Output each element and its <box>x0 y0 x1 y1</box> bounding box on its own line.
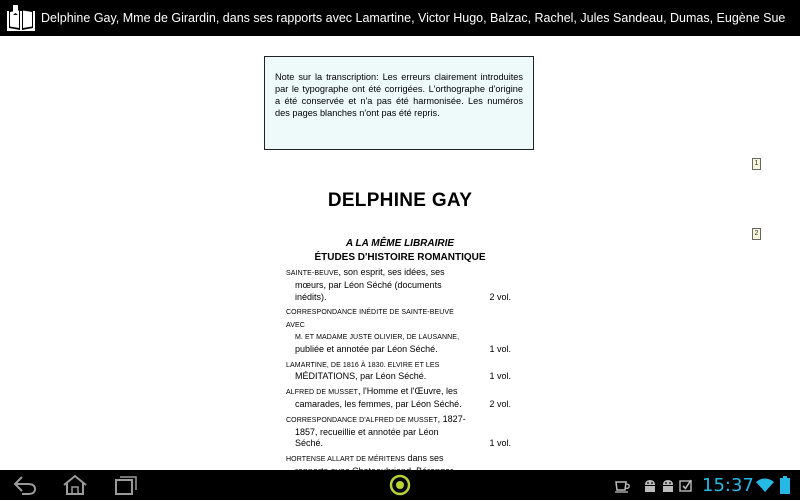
transcription-note <box>264 56 534 150</box>
list-item: CORRESPONDANCE INÉDITE DE SAINTE-BEUVE AVEC M. ET MADAME JUSTE OLIVIER, DE LAUSANNE, publiée et annotée par Léon Séché. 1 vol. <box>286 309 511 354</box>
window-title: Delphine Gay, Mme de Girardin, dans ses rapports avec Lamartine, Victor Hugo, Balzac, Rachel, Jules Sandeau, Dumas, Eugène Sue <box>41 11 786 25</box>
list-item: SAINTE-BEUVE, son esprit, ses idées, ses mœurs, par Léon Séché (documents inédits). 2 vol. <box>286 267 511 302</box>
transcription-note-text: Note sur la transcription: Les erreurs clairement introduites par le typographe ont été corrigées. L'orthographe d'origine a été conservée et n'a pas été harmonisée. Les numéros des pages blanches n'ont pas été repris. <box>275 72 523 118</box>
battery-icon <box>779 476 791 499</box>
book-page[interactable] <box>0 36 800 470</box>
book-list <box>286 267 511 493</box>
volume-count: 1 vol. <box>489 371 511 382</box>
back-icon[interactable] <box>12 474 38 501</box>
volume-count: 1 vol. <box>489 343 511 354</box>
list-item: CORRESPONDANCE D'ALFRED DE MUSSET, 1827- 1857, recueillie et annotée par Léon Séché. 1 vol. <box>286 413 511 449</box>
list-item: ALFRED DE MUSSET, l'Homme et l'Œuvre, les camarades, les femmes, par Léon Séché. 2 vol. <box>286 386 511 409</box>
list-item: LAMARTINE, DE 1816 À 1830. ELVIRE ET LES MÉDITATIONS, par Léon Séché. 1 vol. <box>286 361 511 382</box>
volume-count: 2 vol. <box>489 291 511 302</box>
series-heading: ÉTUDES D'HISTOIRE ROMANTIQUE <box>314 252 486 263</box>
volume-count: 1 vol. <box>489 438 511 449</box>
wifi-icon <box>756 477 774 498</box>
status-clock: 15:37 <box>702 475 754 496</box>
list-item: HORTENSE ALLART DE MÉRITENS dans ses <box>286 453 444 464</box>
sync-icon[interactable] <box>679 478 693 497</box>
book-icon[interactable] <box>6 5 36 31</box>
system-nav-bar <box>0 470 800 500</box>
page-number-marker[interactable]: 1 <box>752 158 761 170</box>
book-title-heading: DELPHINE GAY <box>327 190 473 211</box>
title-bar <box>0 0 800 36</box>
page-number-marker[interactable]: 2 <box>752 228 761 240</box>
android-icon[interactable] <box>660 477 676 498</box>
home-icon[interactable] <box>62 474 88 501</box>
publisher-heading: A LA MÊME LIBRAIRIE <box>345 238 455 249</box>
coffee-icon[interactable] <box>614 477 632 498</box>
android-icon[interactable] <box>642 477 658 498</box>
volume-count: 2 vol. <box>489 398 511 409</box>
recent-apps-icon[interactable] <box>113 474 139 501</box>
app-indicator-icon[interactable] <box>388 473 412 502</box>
